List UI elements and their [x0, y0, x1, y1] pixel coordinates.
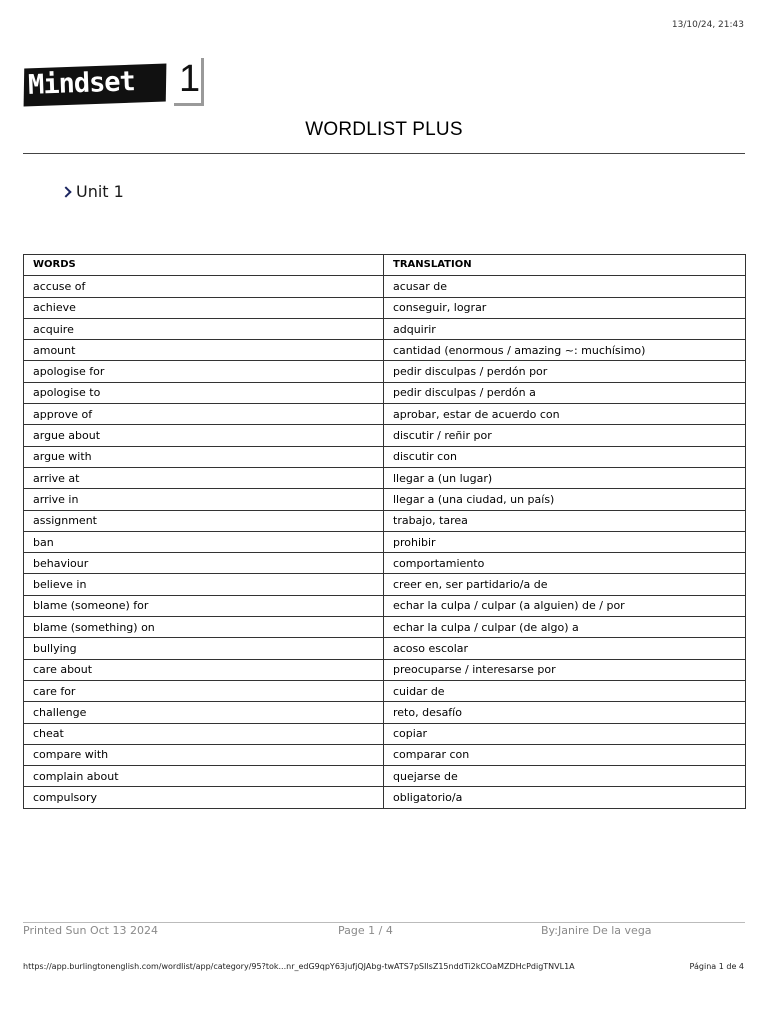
page-title: WORDLIST PLUS	[305, 119, 463, 140]
unit-label: Unit 1	[76, 182, 124, 201]
footer-page-number: Page 1 / 4	[338, 924, 393, 937]
table-row	[24, 489, 746, 510]
table-row	[24, 638, 746, 659]
table-row	[24, 382, 746, 403]
word-cell: believe in	[24, 574, 384, 595]
translation-cell: discutir con	[384, 446, 746, 467]
chevron-right-icon	[60, 186, 71, 197]
table-row	[24, 744, 746, 765]
table-row	[24, 531, 746, 552]
logo-text: Mindset	[27, 66, 136, 101]
word-cell: argue about	[24, 425, 384, 446]
translation-cell: cuidar de	[384, 680, 746, 701]
translation-cell: echar la culpa / culpar (a alguien) de / por	[384, 595, 746, 616]
table-row	[24, 425, 746, 446]
table-row	[24, 680, 746, 701]
wordlist-table	[23, 254, 746, 809]
translation-cell: trabajo, tarea	[384, 510, 746, 531]
word-cell: argue with	[24, 446, 384, 467]
table-row	[24, 446, 746, 467]
wordlist-body	[24, 276, 746, 808]
translation-cell: llegar a (un lugar)	[384, 467, 746, 488]
word-cell: blame (someone) for	[24, 595, 384, 616]
word-cell: blame (something) on	[24, 617, 384, 638]
translation-cell: adquirir	[384, 318, 746, 339]
translation-cell: preocuparse / interesarse por	[384, 659, 746, 680]
word-cell: bullying	[24, 638, 384, 659]
browser-page-label: Página 1 de 4	[689, 962, 744, 971]
translation-cell: comparar con	[384, 744, 746, 765]
table-row	[24, 318, 746, 339]
translation-cell: acoso escolar	[384, 638, 746, 659]
table-row	[24, 702, 746, 723]
table-row	[24, 510, 746, 531]
print-datetime: 13/10/24, 21:43	[671, 20, 744, 30]
translation-cell: prohibir	[384, 531, 746, 552]
translation-cell: copiar	[384, 723, 746, 744]
word-cell: assignment	[24, 510, 384, 531]
translation-cell: acusar de	[384, 276, 746, 297]
word-cell: care for	[24, 680, 384, 701]
footer-divider	[23, 922, 745, 923]
word-cell: ban	[24, 531, 384, 552]
browser-url: https://app.burlingtonenglish.com/wordlist/app/category/95?tok...nr_edG9qpY63jufjQJAbg-twATS7pSIlsZ15nddTi2kCOaMZDHcPdigTNVL1A	[23, 962, 575, 971]
translation-cell: comportamiento	[384, 553, 746, 574]
translation-cell: echar la culpa / culpar (de algo) a	[384, 617, 746, 638]
translation-cell: discutir / reñir por	[384, 425, 746, 446]
word-cell: arrive in	[24, 489, 384, 510]
heading-divider	[23, 153, 745, 154]
table-row	[24, 297, 746, 318]
translation-cell: llegar a (una ciudad, un país)	[384, 489, 746, 510]
word-cell: challenge	[24, 702, 384, 723]
table-row	[24, 766, 746, 787]
translation-cell: creer en, ser partidario/a de	[384, 574, 746, 595]
word-cell: compare with	[24, 744, 384, 765]
table-row	[24, 404, 746, 425]
word-cell: amount	[24, 340, 384, 361]
word-cell: acquire	[24, 318, 384, 339]
word-cell: accuse of	[24, 276, 384, 297]
translation-cell: pedir disculpas / perdón por	[384, 361, 746, 382]
word-cell: approve of	[24, 404, 384, 425]
table-header-row	[24, 255, 746, 276]
word-cell: compulsory	[24, 787, 384, 808]
translation-cell: pedir disculpas / perdón a	[384, 382, 746, 403]
table-row	[24, 553, 746, 574]
translation-cell: conseguir, lograr	[384, 297, 746, 318]
unit-heading[interactable]	[62, 182, 124, 201]
mindset-logo	[24, 58, 201, 110]
table-row	[24, 595, 746, 616]
table-row	[24, 276, 746, 297]
word-cell: cheat	[24, 723, 384, 744]
word-cell: complain about	[24, 766, 384, 787]
translation-cell: aprobar, estar de acuerdo con	[384, 404, 746, 425]
translation-cell: reto, desafío	[384, 702, 746, 723]
word-cell: care about	[24, 659, 384, 680]
word-cell: apologise to	[24, 382, 384, 403]
table-row	[24, 659, 746, 680]
table-row	[24, 617, 746, 638]
logo-number: 1	[179, 58, 201, 100]
translation-cell: obligatorio/a	[384, 787, 746, 808]
footer-printed-date: Printed Sun Oct 13 2024	[23, 924, 158, 937]
translation-cell: quejarse de	[384, 766, 746, 787]
word-cell: arrive at	[24, 467, 384, 488]
table-row	[24, 723, 746, 744]
table-row	[24, 574, 746, 595]
table-row	[24, 787, 746, 808]
table-row	[24, 340, 746, 361]
footer-author: By:Janire De la vega	[541, 924, 652, 937]
word-cell: apologise for	[24, 361, 384, 382]
translation-cell: cantidad (enormous / amazing ~: muchísimo)	[384, 340, 746, 361]
word-cell: achieve	[24, 297, 384, 318]
column-header-words: WORDS	[24, 255, 384, 276]
table-row	[24, 361, 746, 382]
word-cell: behaviour	[24, 553, 384, 574]
table-row	[24, 467, 746, 488]
column-header-translation: TRANSLATION	[384, 255, 746, 276]
